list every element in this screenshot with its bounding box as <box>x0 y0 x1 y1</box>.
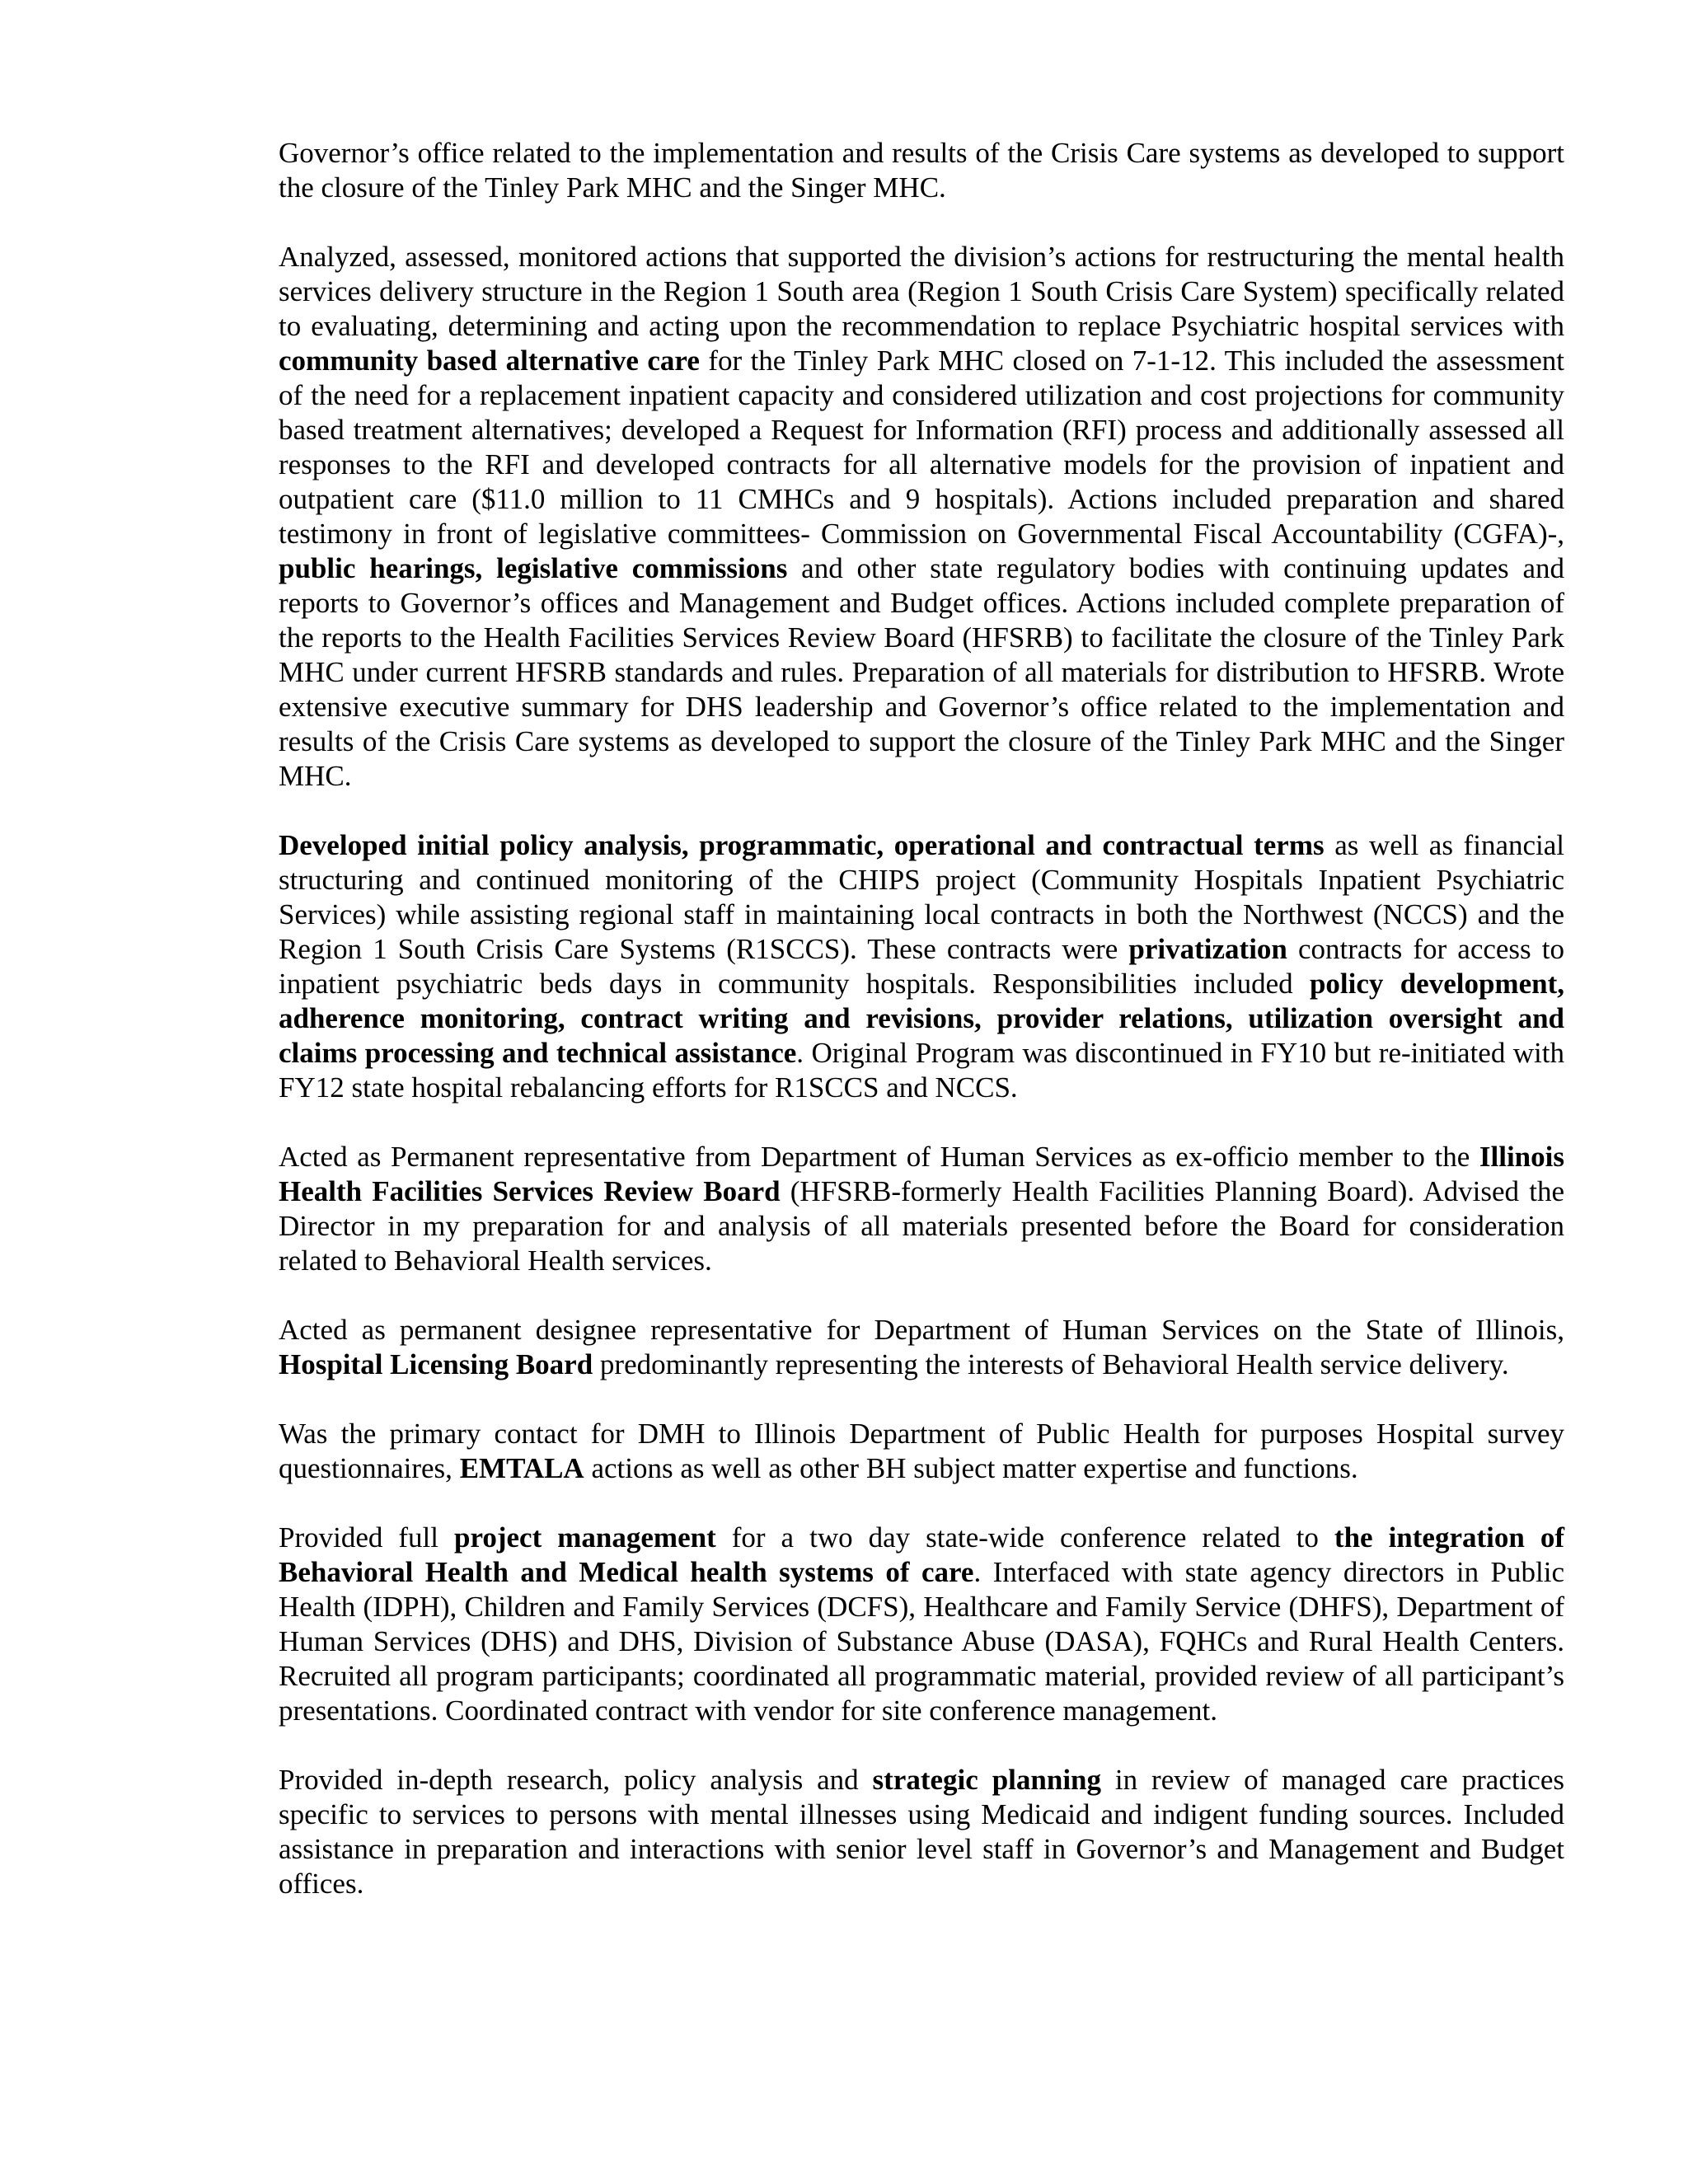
bold-text-run: strategic planning <box>872 1764 1102 1796</box>
text-run: Acted as permanent designee representative for Department of Human Services on the State of Illinois, <box>279 1314 1564 1346</box>
text-run: and other state regulatory bodies with continuing updates and reports to Governor’s offices and Management and Budget offices. Actions included complete preparation of the reports to the Health Facilities Services Review Board (HFSRB) to facilitate the closure of the Tinley Park MHC under current HFSRB standards and rules. Preparation of all materials for distribution to HFSRB. Wrote extensive executive summary for DHS leadership and Governor’s office related to the implementation and results of the Crisis Care systems as developed to support the closure of the Tinley Park MHC and the Singer MHC. <box>279 552 1564 792</box>
bold-text-run: project management <box>454 1521 716 1554</box>
bold-text-run: the integration of Behavioral Health and Medical health systems of care <box>279 1521 1565 1588</box>
paragraph-project-management <box>279 1521 1564 1728</box>
text-run: . Original Program was discontinued in FY10 but re-initiated with FY12 state hospital rebalancing efforts for R1SCCS and NCCS. <box>279 1037 1564 1104</box>
bold-text-run: Hospital Licensing Board <box>279 1348 593 1380</box>
bold-text-run: EMTALA <box>459 1452 584 1484</box>
text-run: for a two day state-wide conference related to <box>715 1521 1334 1554</box>
paragraph-hfsrb-representative <box>279 1140 1564 1278</box>
text-run: predominantly representing the interests of Behavioral Health service delivery. <box>593 1348 1509 1380</box>
text-run: (HFSRB-formerly Health Facilities Planning Board). Advised the Director in my preparation for and analysis of all materials presented before the Board for consideration related to Behavioral Health services. <box>279 1175 1564 1277</box>
paragraph-chips-project <box>279 828 1564 1105</box>
paragraph-dmh-primary-contact <box>279 1417 1564 1486</box>
paragraph-crisis-care-continued <box>279 136 1564 205</box>
text-run: . Interfaced with state agency directors in Public Health (IDPH), Children and Family Services (DCFS), Healthcare and Family Service (DHFS), Department of Human Services (DHS) and DHS, Division of Substance Abuse (DASA), FQHCs and Rural Health Centers. Recruited all program participants; coordinated all programmatic material, provided review of all participant’s presentations. Coordinated contract with vendor for site conference management. <box>279 1556 1565 1727</box>
text-run: contracts for access to inpatient psychiatric beds days in community hospitals. Responsibilities included <box>279 933 1564 1000</box>
text-run: as well as financial structuring and continued monitoring of the CHIPS project (Community Hospitals Inpatient Psychiatric Services) while assisting regional staff in maintaining local contracts in both the Northwest (NCCS) and the Region 1 South Crisis Care Systems (R1SCCS). These contracts were <box>279 829 1564 965</box>
bold-text-run: community based alternative care <box>279 344 700 377</box>
document-body <box>279 136 1564 1936</box>
bold-text-run: public hearings, legislative commissions <box>279 552 788 584</box>
bold-text-run: policy development, adherence monitoring, contract writing and revisions, provider relations, utilization oversight and claims processing and technical assistance <box>279 968 1564 1069</box>
text-run: Analyzed, assessed, monitored actions that supported the division’s actions for restructuring the mental health services delivery structure in the Region 1 South area (Region 1 South Crisis Care System) specifically related to evaluating, determining and acting upon the recommendation to replace Psychiatric hospital services with <box>279 241 1564 342</box>
text-run: Provided full <box>279 1521 454 1554</box>
text-run: in review of managed care practices specific to services to persons with mental illnesses using Medicaid and indigent funding sources. Included assistance in preparation and interactions with senior level staff in Governor’s and Management and Budget offices. <box>279 1764 1564 1900</box>
text-run: Provided in-depth research, policy analysis and <box>279 1764 873 1796</box>
paragraph-region1-restructuring <box>279 240 1564 794</box>
bold-text-run: Illinois Health Facilities Services Review Board <box>279 1141 1564 1207</box>
text-run: Was the primary contact for DMH to Illinois Department of Public Health for purposes Hospital survey questionnaires, <box>279 1418 1564 1484</box>
text-run: Acted as Permanent representative from Department of Human Services as ex-officio member to the <box>279 1141 1479 1173</box>
paragraph-strategic-planning <box>279 1763 1564 1901</box>
text-run: for the Tinley Park MHC closed on 7-1-12. This included the assessment of the need for a replacement inpatient capacity and considered utilization and cost projections for community based treatment alternatives; developed a Request for Information (RFI) process and additionally assessed all responses to the RFI and developed contracts for all alternative models for the provision of inpatient and outpatient care ($11.0 million to 11 CMHCs and 9 hospitals). Actions included preparation and shared testimony in front of legislative committees- Commission on Governmental Fiscal Accountability (CGFA)-, <box>279 344 1565 550</box>
text-run: Governor’s office related to the implementation and results of the Crisis Care systems as developed to support the closure of the Tinley Park MHC and the Singer MHC. <box>279 137 1564 204</box>
bold-text-run: Developed initial policy analysis, programmatic, operational and contractual terms <box>279 829 1325 861</box>
text-run: actions as well as other BH subject matter expertise and functions. <box>584 1452 1358 1484</box>
bold-text-run: privatization <box>1128 933 1287 965</box>
paragraph-hospital-licensing-board <box>279 1313 1564 1382</box>
